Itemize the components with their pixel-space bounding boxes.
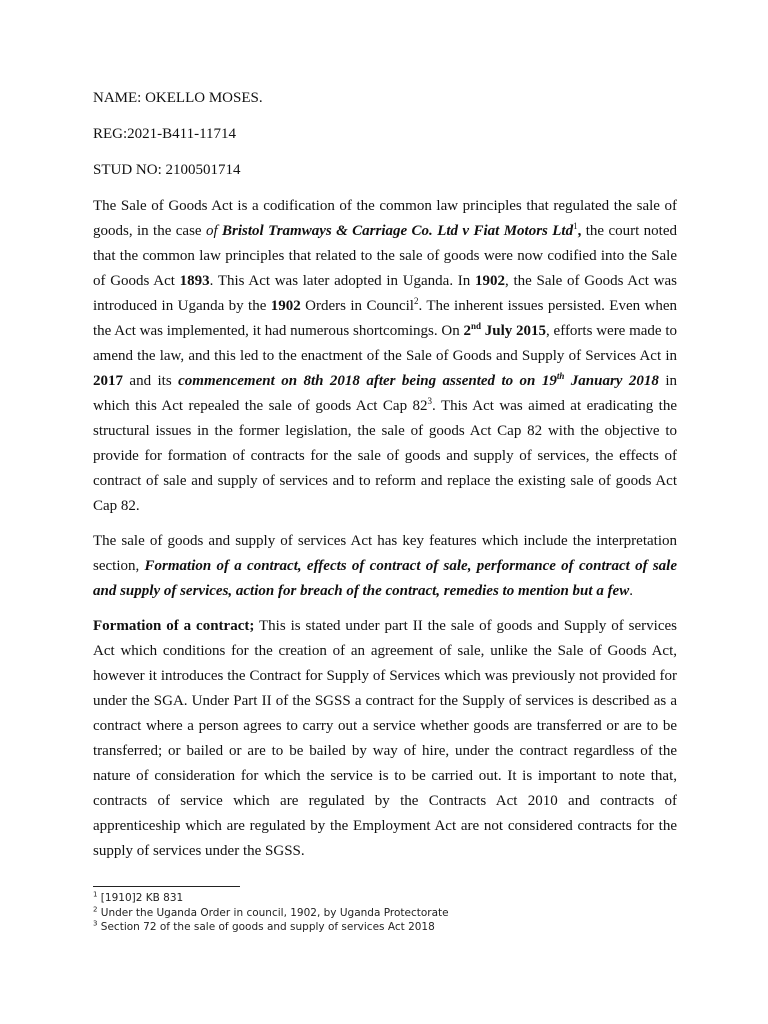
paragraph-introduction: The Sale of Goods Act is a codification of the common law principles that regulated the sale of goods, in the case of Bristol Tramways & Carriage Co. Ltd v Fiat Motors Ltd$^1$, the court noted that the common law principles that related to the sale of goods were now codified into the Sale of Goods Act 1893. This Act was later adopted in Uganda. In 1902, the Sale of Goods Act was introduced in Uganda by the 1902 Orders in Council$^2$. The inherent issues persisted. Even when the Act was implemented, it had numerous shortcomings. On 2nd July 2015, efforts were made to amend the law, and this led to the enactment of the Sale of Goods and Supply of Services Act in 2017 and its commencement on 8th 2018 after being assented to on 19th January 2018 in which this Act repealed the sale of goods Act Cap $82^3$. This Act was aimed at eradicating the structural issues in the former legislation, the sale of goods Act Cap 82 with the objective to provide for formation of contracts for the sale of goods and supply of services, the effects of contract of sale and supply of services and to reform and replace the existing sale of goods Act Cap 82. xyxy=(93,198,678,514)
footnote-1: $^1$ [1910]2 KB 831 xyxy=(93,890,184,904)
footnote-ref-1[interactable]: 1 xyxy=(573,221,578,231)
paragraph-key-features: The sale of goods and supply of services Act has key features which include the interpretation section, Formation of a contract, effects of contract of sale, performance of contract of sale and supply of services, action for breach of the contract, remedies to mention but a few. xyxy=(93,533,678,599)
case-citation: Bristol Tramways & Carriage Co. Ltd v Fiat Motors Ltd xyxy=(222,223,574,239)
document-body xyxy=(93,86,677,874)
footnote-separator xyxy=(93,886,240,887)
footnote-2: $^2$ Under the Uganda Order in council, 1902, by Uganda Protectorate xyxy=(93,905,449,919)
footnote-3: $^3$ Section 72 of the sale of goods and supply of services Act 2018 xyxy=(93,919,435,933)
footnotes xyxy=(93,886,677,935)
footnote-ref-3[interactable]: 3 xyxy=(427,396,433,406)
student-name: NAME: OKELLO MOSES. xyxy=(93,90,263,106)
student-number: STUD NO: 2100501714 xyxy=(93,162,241,178)
footnote-ref-2[interactable]: 2 xyxy=(413,296,419,306)
registration-number: REG:2021-B411-11714 xyxy=(93,126,237,142)
section-heading: Formation of a contract; xyxy=(93,618,255,634)
paragraph-formation-of-contract: Formation of a contract; This is stated under part II the sale of goods and Supply of services Act which conditions for the creation of an agreement of sale, unlike the Sale of Goods Act, however it introduces the Contract for Supply of Services which was previously not provided for under the SGA. Under Part II of the SGSS a contract for the Supply of services is described as a contract where a person agrees to carry out a service whether goods are transferred or are to be transferred; or bailed or are to be bailed by way of hire, under the contract regardless of the nature of consideration for which the service is to be carried out. It is important to note that, contracts of service which are regulated by the Contracts Act 2010 and contracts of apprenticeship which are regulated by the Employment Act are not considered contracts for the supply of services under the SGSS. xyxy=(93,618,677,859)
